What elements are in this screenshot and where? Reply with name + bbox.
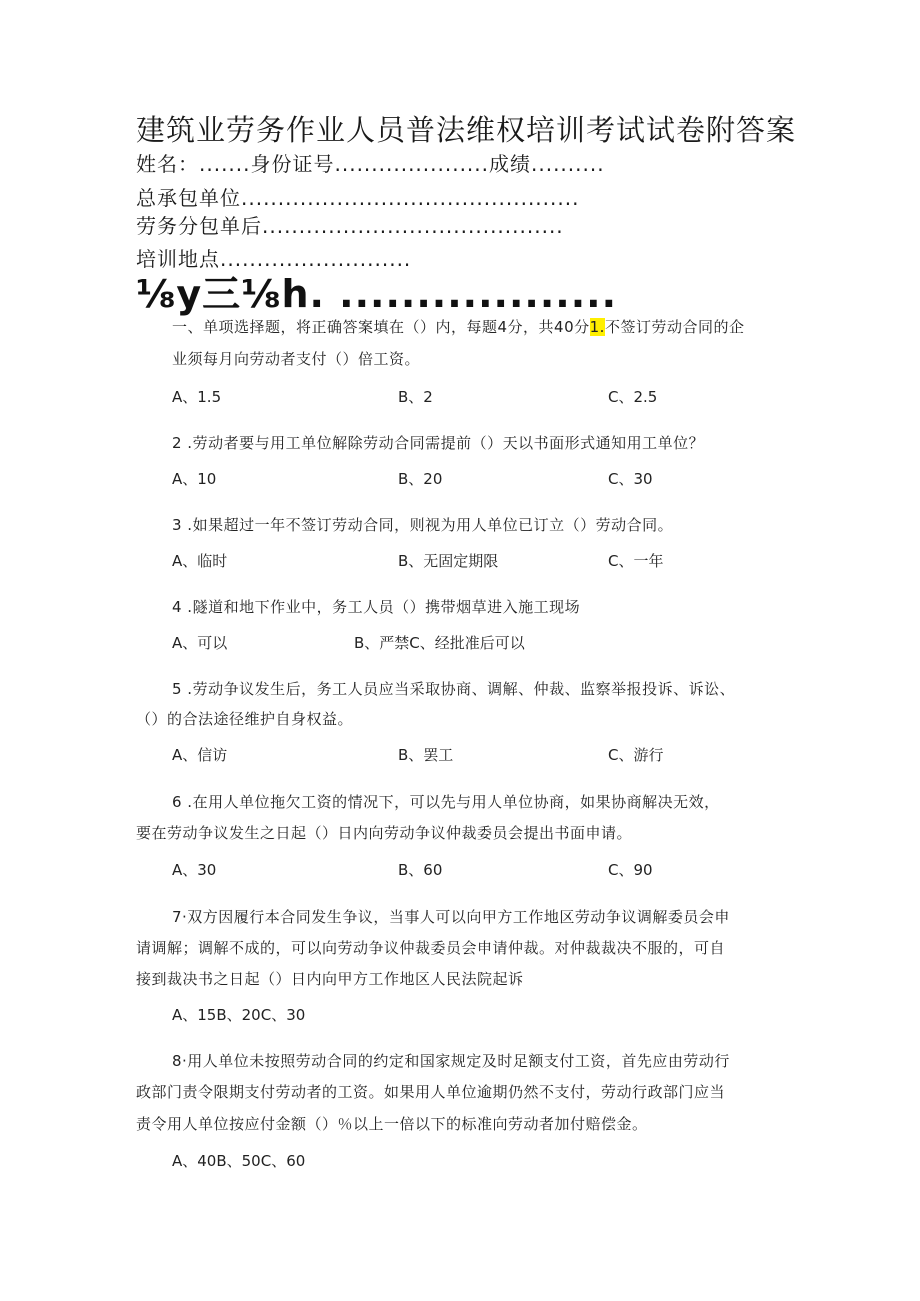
q7-options: A、15B、20C、30 — [172, 1006, 306, 1024]
question-1-text: 不签订劳动合同的企 — [604, 318, 745, 336]
q6-option-b: B、60 — [398, 861, 443, 879]
question-6-text-cont: 要在劳动争议发生之日起（）日内向劳动争议仲裁委员会提出书面申请。 — [136, 824, 633, 842]
question-7-text: 7·双方因履行本合同发生争议，当事人可以向甲方工作地区劳动争议调解委员会申 — [172, 908, 730, 926]
question-5-text-cont: （）的合法途径维护自身权益。 — [136, 710, 354, 728]
training-location-line: 培训地点.......................... — [136, 247, 412, 271]
subcontractor-line: 劳务分包单后......................................... — [136, 214, 564, 238]
q1-option-c: C、2.5 — [608, 388, 658, 406]
contractor-line: 总承包单位.............................................. — [136, 186, 580, 210]
question-3-text: 3 .如果超过一年不签订劳动合同，则视为用人单位已订立（）劳动合同。 — [172, 516, 674, 534]
q3-option-a: A、临时 — [172, 552, 228, 570]
q2-option-b: B、20 — [398, 470, 443, 488]
page-title: 建筑业劳务作业人员普法维权培训考试试卷附答案 — [136, 113, 797, 147]
question-1-text-cont: 业须每月向劳动者支付（）倍工资。 — [172, 350, 421, 368]
garbled-heading: ⅛y三⅛h. .................. — [136, 272, 618, 316]
q2-option-a: A、10 — [172, 470, 217, 488]
q6-option-c: C、90 — [608, 861, 653, 879]
highlighted-number: 1. — [589, 318, 605, 336]
q3-option-b: B、无固定期限 — [398, 552, 499, 570]
question-8-text-cont-2: 责令用人单位按应付金额（）％以上一倍以下的标准向劳动者加付赔偿金。 — [136, 1115, 648, 1133]
q1-option-b: B、2 — [398, 388, 433, 406]
q4-option-bc: B、严禁C、经批准后可以 — [354, 634, 525, 652]
q4-option-a: A、可以 — [172, 634, 228, 652]
q2-option-c: C、30 — [608, 470, 653, 488]
q5-option-a: A、信访 — [172, 746, 228, 764]
question-7-text-cont-2: 接到裁决书之日起（）日内向甲方工作地区人民法院起诉 — [136, 970, 524, 988]
question-4-text: 4 .隧道和地下作业中，务工人员（）携带烟草进入施工现场 — [172, 598, 581, 616]
q5-option-c: C、游行 — [608, 746, 664, 764]
section-intro — [172, 316, 744, 337]
question-8-text-cont-1: 政部门责令限期支付劳动者的工资。如果用人单位逾期仍然不支付，劳动行政部门应当 — [136, 1083, 726, 1101]
q6-option-a: A、30 — [172, 861, 217, 879]
question-5-text: 5 .劳动争议发生后，务工人员应当采取协商、调解、仲裁、监察举报投诉、诉讼、 — [172, 680, 736, 698]
name-id-score-line: 姓名：.......身份证号.....................成绩.......... — [136, 152, 605, 176]
question-7-text-cont-1: 请调解；调解不成的，可以向劳动争议仲裁委员会申请仲裁。对仲裁裁决不服的，可自 — [136, 939, 726, 957]
question-2-text: 2 .劳动者要与用工单位解除劳动合同需提前（）天以书面形式通知用工单位？ — [172, 434, 705, 452]
section-instructions: 一、单项选择题，将正确答案填在（）内，每题4分，共40分 — [172, 318, 590, 336]
q1-option-a: A、1.5 — [172, 388, 222, 406]
q3-option-c: C、一年 — [608, 552, 664, 570]
q5-option-b: B、罢工 — [398, 746, 454, 764]
question-8-text: 8·用人单位未按照劳动合同的约定和国家规定及时足额支付工资，首先应由劳动行 — [172, 1052, 730, 1070]
q8-options: A、40B、50C、60 — [172, 1152, 306, 1170]
question-6-text: 6 .在用人单位拖欠工资的情况下，可以先与用人单位协商，如果协商解决无效， — [172, 793, 720, 811]
